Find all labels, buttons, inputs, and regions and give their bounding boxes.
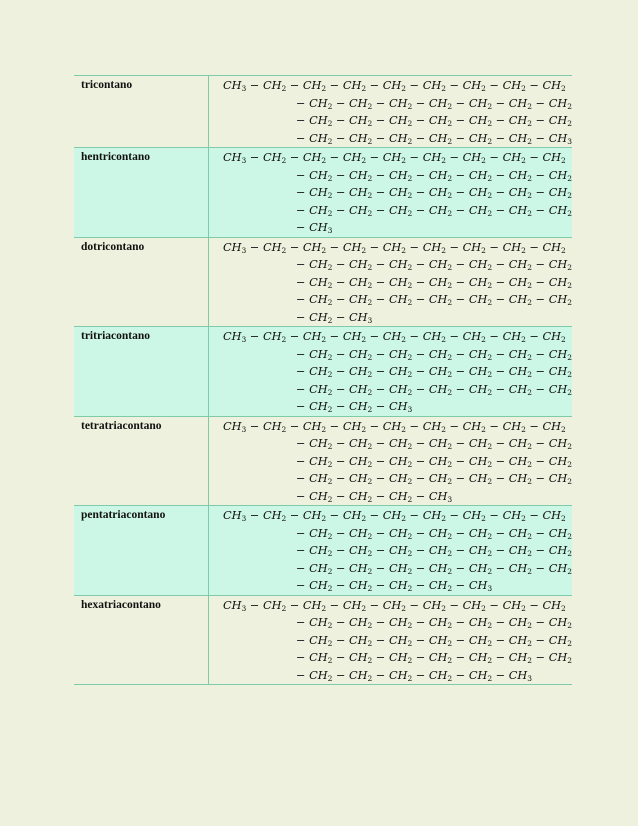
formula-cell xyxy=(209,596,572,685)
formula-cell xyxy=(209,148,572,237)
formula-line: − $CH_2 - CH_2 - CH_2 - CH_2 - CH_2 - CH_2 - CH_2$ xyxy=(296,382,572,397)
formula-line: − $CH_2 - CH_2 - CH_2 - CH_2 - CH_2 - CH_2 - CH_2$ xyxy=(296,526,572,541)
compound-name: tritriacontano xyxy=(74,327,209,416)
formula-cell xyxy=(209,238,572,327)
formula-line: − $CH_2 - CH_2 - CH_2 - CH_2 - CH_2 - CH_2 - CH_2$ xyxy=(296,651,572,665)
formula-line: − $CH_2 - CH_3$ xyxy=(296,310,373,325)
formula-line: $CH_3 - CH_2 - CH_2 - CH_2 - CH_2 - CH_2 - CH_2 - CH_2 - CH_2$ xyxy=(223,79,566,93)
formula-line: − $CH_2 - CH_2 - CH_2 - CH_2 - CH_2 - CH_2 - CH_2$ xyxy=(296,347,572,362)
formula-line: − $CH_2 - CH_2 - CH_2 - CH_2 - CH_2 - CH_2 - CH_2$ xyxy=(296,258,572,272)
table-row xyxy=(74,76,572,148)
table-row xyxy=(74,327,572,417)
formula-line: − $CH_2 - CH_2 - CH_2 - CH_2 - CH_2 - CH_2 - CH_2$ xyxy=(296,365,572,379)
formula-cell xyxy=(209,506,572,595)
formula-line: $CH_3 - CH_2 - CH_2 - CH_2 - CH_2 - CH_2 - CH_2 - CH_2 - CH_2$ xyxy=(223,598,566,613)
compound-name: dotricontano xyxy=(74,238,209,327)
formula-line: − $CH_2 - CH_2 - CH_2 - CH_2 - CH_3$ xyxy=(296,579,493,593)
formula-line: − $CH_2 - CH_2 - CH_2 - CH_2 - CH_2 - CH_2 - CH_2$ xyxy=(296,561,572,576)
formula-line: $CH_3 - CH_2 - CH_2 - CH_2 - CH_2 - CH_2 - CH_2 - CH_2 - CH_2$ xyxy=(223,330,566,344)
compound-name: tricontano xyxy=(74,76,209,147)
formula-line: − $CH_2 - CH_2 - CH_2 - CH_2 - CH_2 - CH_2 - CH_2$ xyxy=(296,437,572,451)
formula-line: − $CH_2 - CH_2 - CH_2 - CH_2 - CH_2 - CH_2 - CH_2$ xyxy=(296,96,572,111)
formula-line: − $CH_2 - CH_2 - CH_2 - CH_2 - CH_2 - CH_3$ xyxy=(296,668,533,683)
formula-line: − $CH_2 - CH_2 - CH_2 - CH_2 - CH_2 - CH_2 - CH_2$ xyxy=(296,472,572,486)
formula-line: $CH_3 - CH_2 - CH_2 - CH_2 - CH_2 - CH_2 - CH_2 - CH_2 - CH_2$ xyxy=(223,509,566,523)
formula-line: − $CH_2 - CH_2 - CH_3$ xyxy=(296,400,413,414)
formula-line: − $CH_2 - CH_2 - CH_2 - CH_2 - CH_2 - CH_2 - CH_2$ xyxy=(296,275,572,290)
formula-line: $CH_3 - CH_2 - CH_2 - CH_2 - CH_2 - CH_2 - CH_2 - CH_2 - CH_2$ xyxy=(223,151,566,165)
table-row xyxy=(74,417,572,507)
formula-line: $CH_3 - CH_2 - CH_2 - CH_2 - CH_2 - CH_2 - CH_2 - CH_2 - CH_2$ xyxy=(223,240,566,255)
formula-line: − $CH_2 - CH_2 - CH_2 - CH_2 - CH_2 - CH_2 - CH_2$ xyxy=(296,293,572,307)
formula-line: − $CH_2 - CH_2 - CH_2 - CH_2 - CH_2 - CH_2 - CH_2$ xyxy=(296,203,572,218)
formula-line: − $CH_2 - CH_2 - CH_2 - CH_2 - CH_2 - CH_2 - CH_3$ xyxy=(296,131,572,146)
formula-cell xyxy=(209,76,572,147)
formula-line: − $CH_2 - CH_2 - CH_2 - CH_3$ xyxy=(296,489,453,504)
formula-line: − $CH_2 - CH_2 - CH_2 - CH_2 - CH_2 - CH_2 - CH_2$ xyxy=(296,544,572,558)
table-row xyxy=(74,148,572,238)
formula-line: − $CH_2 - CH_2 - CH_2 - CH_2 - CH_2 - CH_2 - CH_2$ xyxy=(296,168,572,183)
compound-name: pentatriacontano xyxy=(74,506,209,595)
table-row xyxy=(74,596,572,686)
alkane-table xyxy=(74,75,572,685)
formula-line: − $CH_2 - CH_2 - CH_2 - CH_2 - CH_2 - CH_2 - CH_2$ xyxy=(296,454,572,469)
formula-line: − $CH_2 - CH_2 - CH_2 - CH_2 - CH_2 - CH_2 - CH_2$ xyxy=(296,633,572,648)
formula-line: − $CH_2 - CH_2 - CH_2 - CH_2 - CH_2 - CH_2 - CH_2$ xyxy=(296,616,572,630)
formula-cell xyxy=(209,327,572,416)
formula-line: − $CH_3$ xyxy=(296,221,333,235)
formula-line: $CH_3 - CH_2 - CH_2 - CH_2 - CH_2 - CH_2 - CH_2 - CH_2 - CH_2$ xyxy=(223,419,566,434)
table-row xyxy=(74,238,572,328)
formula-cell xyxy=(209,417,572,506)
compound-name: hentricontano xyxy=(74,148,209,237)
compound-name: hexatriacontano xyxy=(74,596,209,685)
formula-line: − $CH_2 - CH_2 - CH_2 - CH_2 - CH_2 - CH_2 - CH_2$ xyxy=(296,186,572,200)
table-row xyxy=(74,506,572,596)
compound-name: tetratriacontano xyxy=(74,417,209,506)
formula-line: − $CH_2 - CH_2 - CH_2 - CH_2 - CH_2 - CH_2 - CH_2$ xyxy=(296,114,572,128)
